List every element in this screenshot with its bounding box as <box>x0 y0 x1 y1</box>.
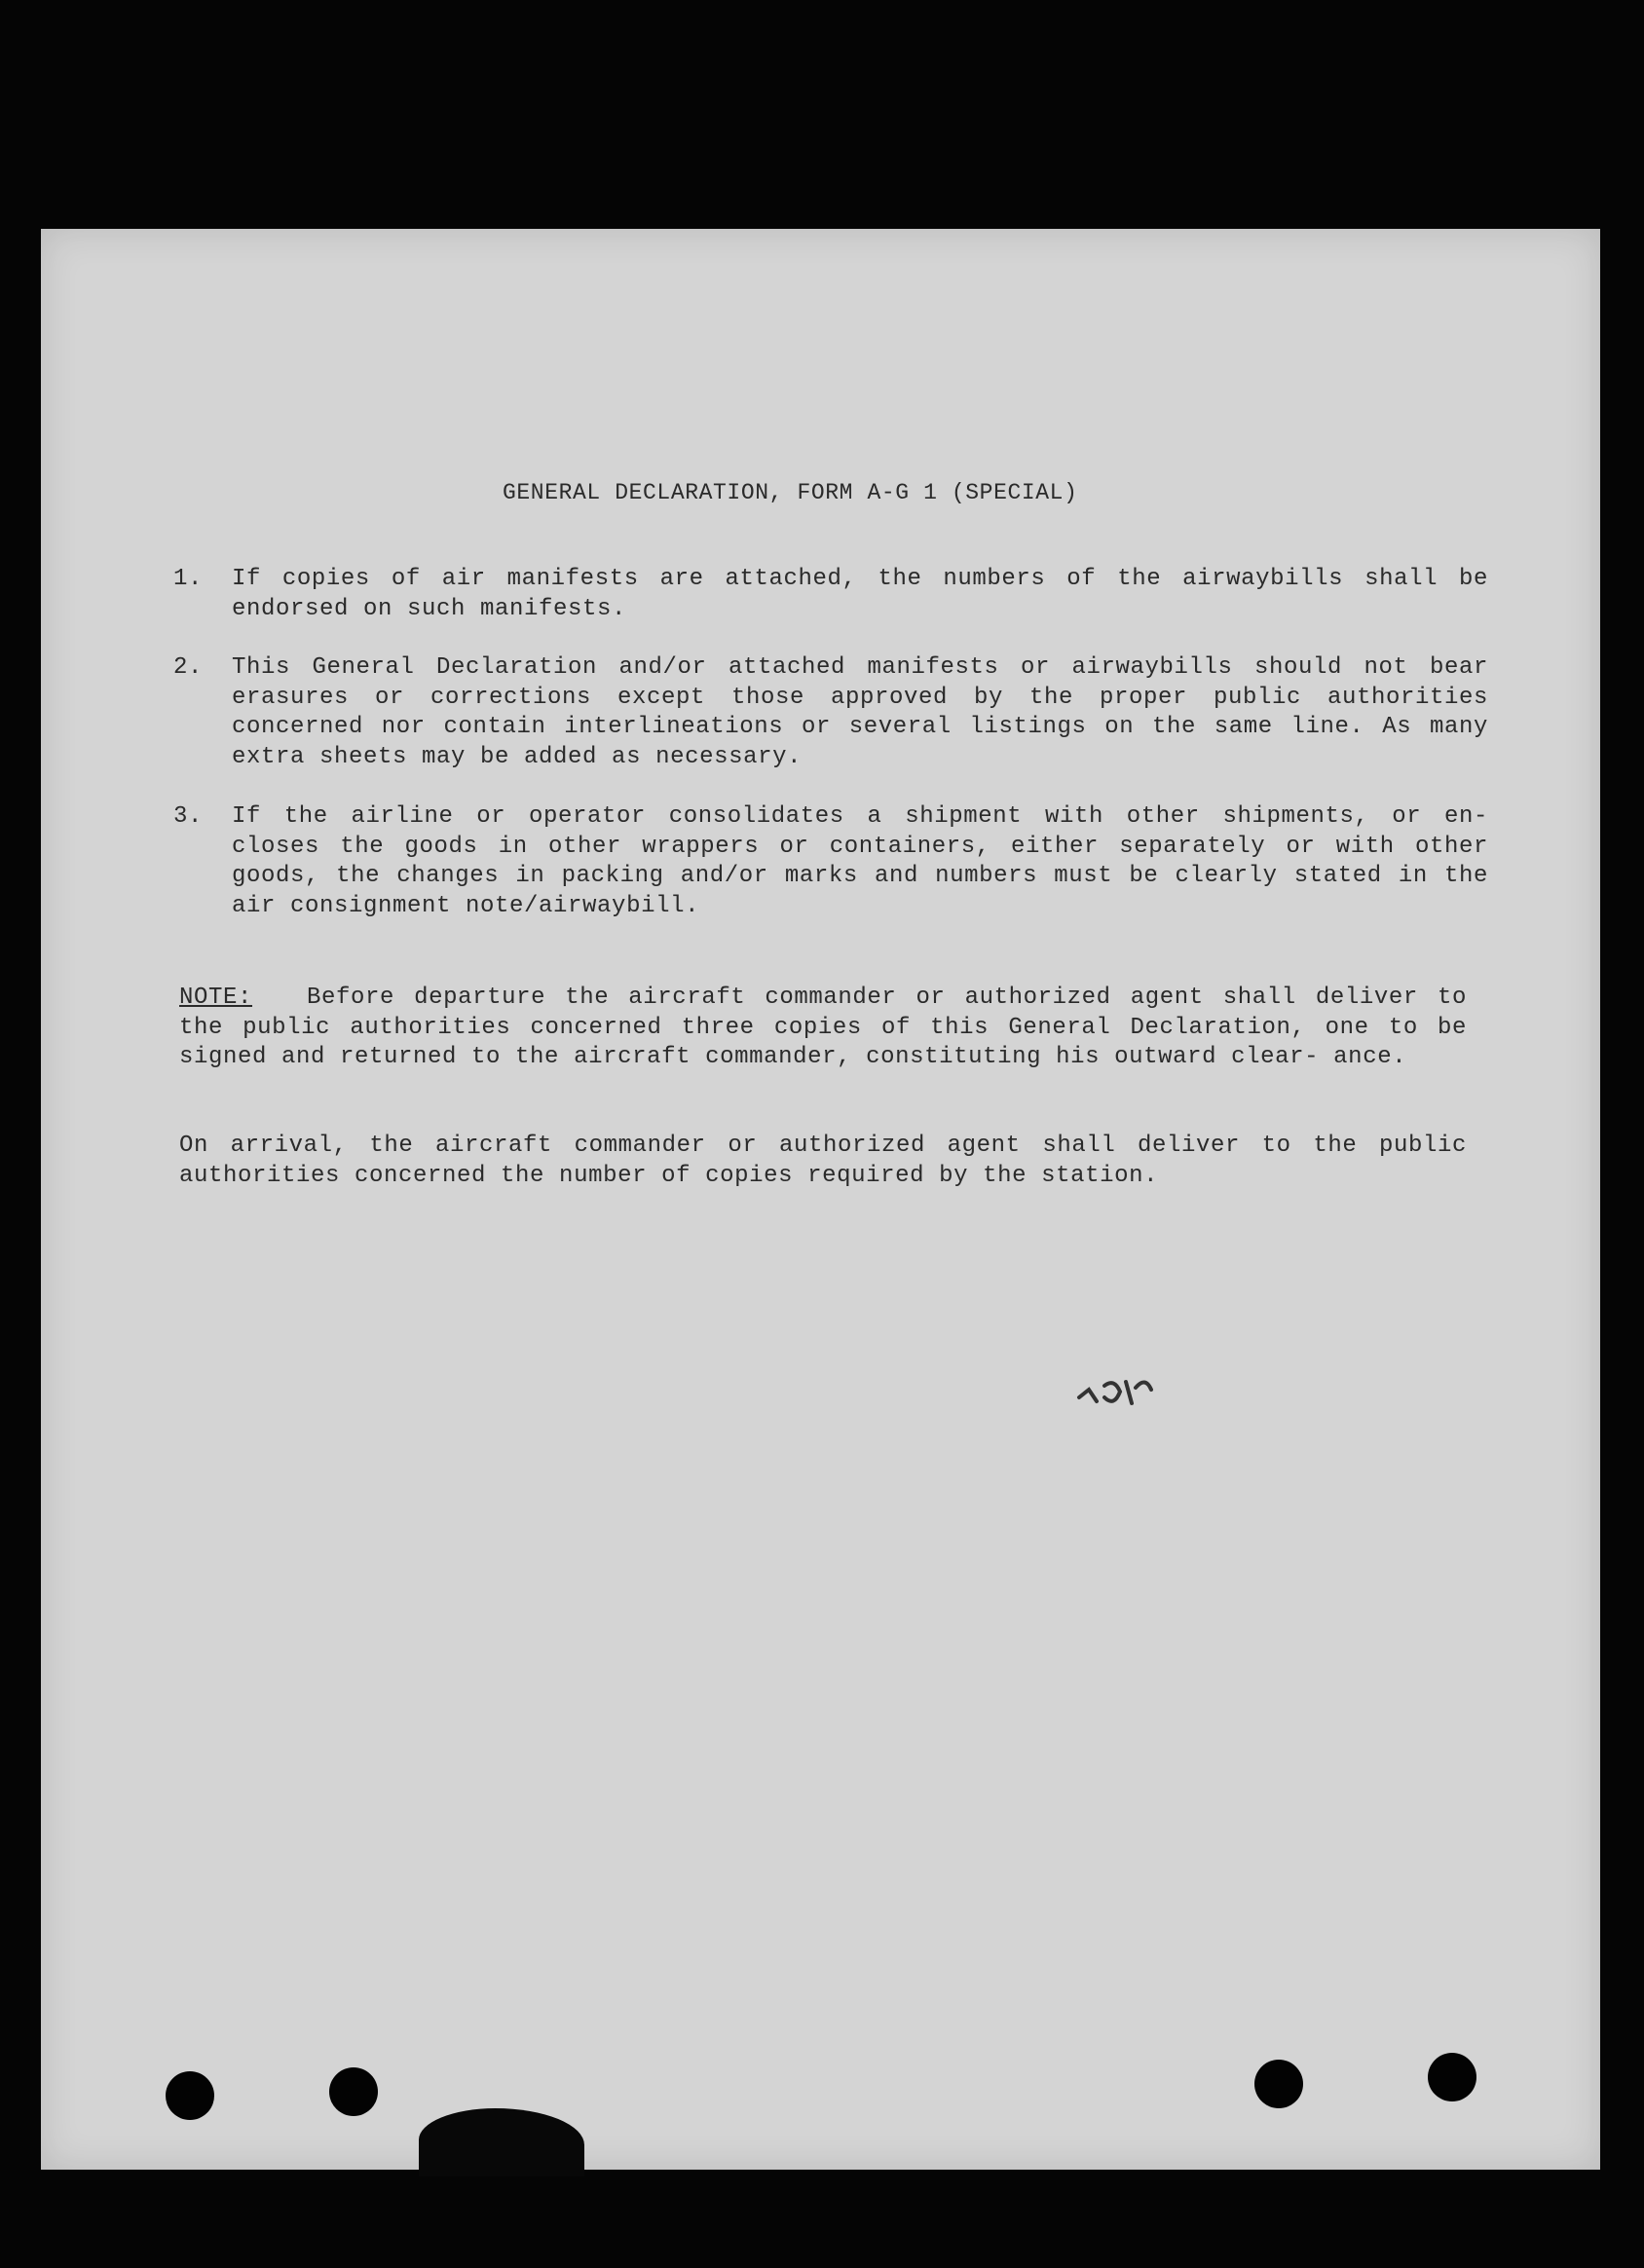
item-number: 2. <box>173 654 204 681</box>
pencil-scribble-icon <box>1075 1368 1182 1417</box>
item-text: This General Declaration and/or attached manifests or airwaybills should not bear erasures or corrections except those approved by the proper public authorities concerned nor contain interlineations or several listings on the same line. As many extra sheets may be added as necessary. <box>232 654 1488 770</box>
note-label: NOTE: <box>179 985 253 1011</box>
punch-hole-icon <box>166 2071 214 2120</box>
item-text: If copies of air manifests are attached, the numbers of the airwaybills shall be endorsed on such manifests. <box>232 566 1488 622</box>
torn-edge <box>419 2108 584 2176</box>
item-number: 3. <box>173 803 204 830</box>
note-paragraph <box>179 984 1467 1073</box>
punch-hole-icon <box>1254 2060 1303 2108</box>
pencil-annotation <box>1075 1368 1182 1427</box>
document-title: GENERAL DECLARATION, FORM A-G 1 (SPECIAL) <box>503 480 1078 505</box>
item-number: 1. <box>173 566 204 592</box>
punch-hole-icon <box>329 2067 378 2116</box>
arrival-paragraph: On arrival, the aircraft commander or authorized agent shall deliver to the public authorities concerned the number of copies required by the station. <box>179 1133 1467 1189</box>
punch-hole-icon <box>1428 2053 1476 2101</box>
item-text: If the airline or operator consolidates a shipment with other shipments, or en- closes the goods in other wrappers or containers, either separately or with other goods, the changes in packing and/or marks and numbers must be clearly stated in the air consignment note/airwaybill. <box>232 803 1488 919</box>
note-text: Before departure the aircraft commander or authorized agent shall deliver to the public authorities concerned three copies of this General Declaration, one to be signed and returned to the aircraft commander, constituting his outward clear- ance. <box>179 985 1467 1070</box>
document-sheet <box>41 229 1600 2170</box>
